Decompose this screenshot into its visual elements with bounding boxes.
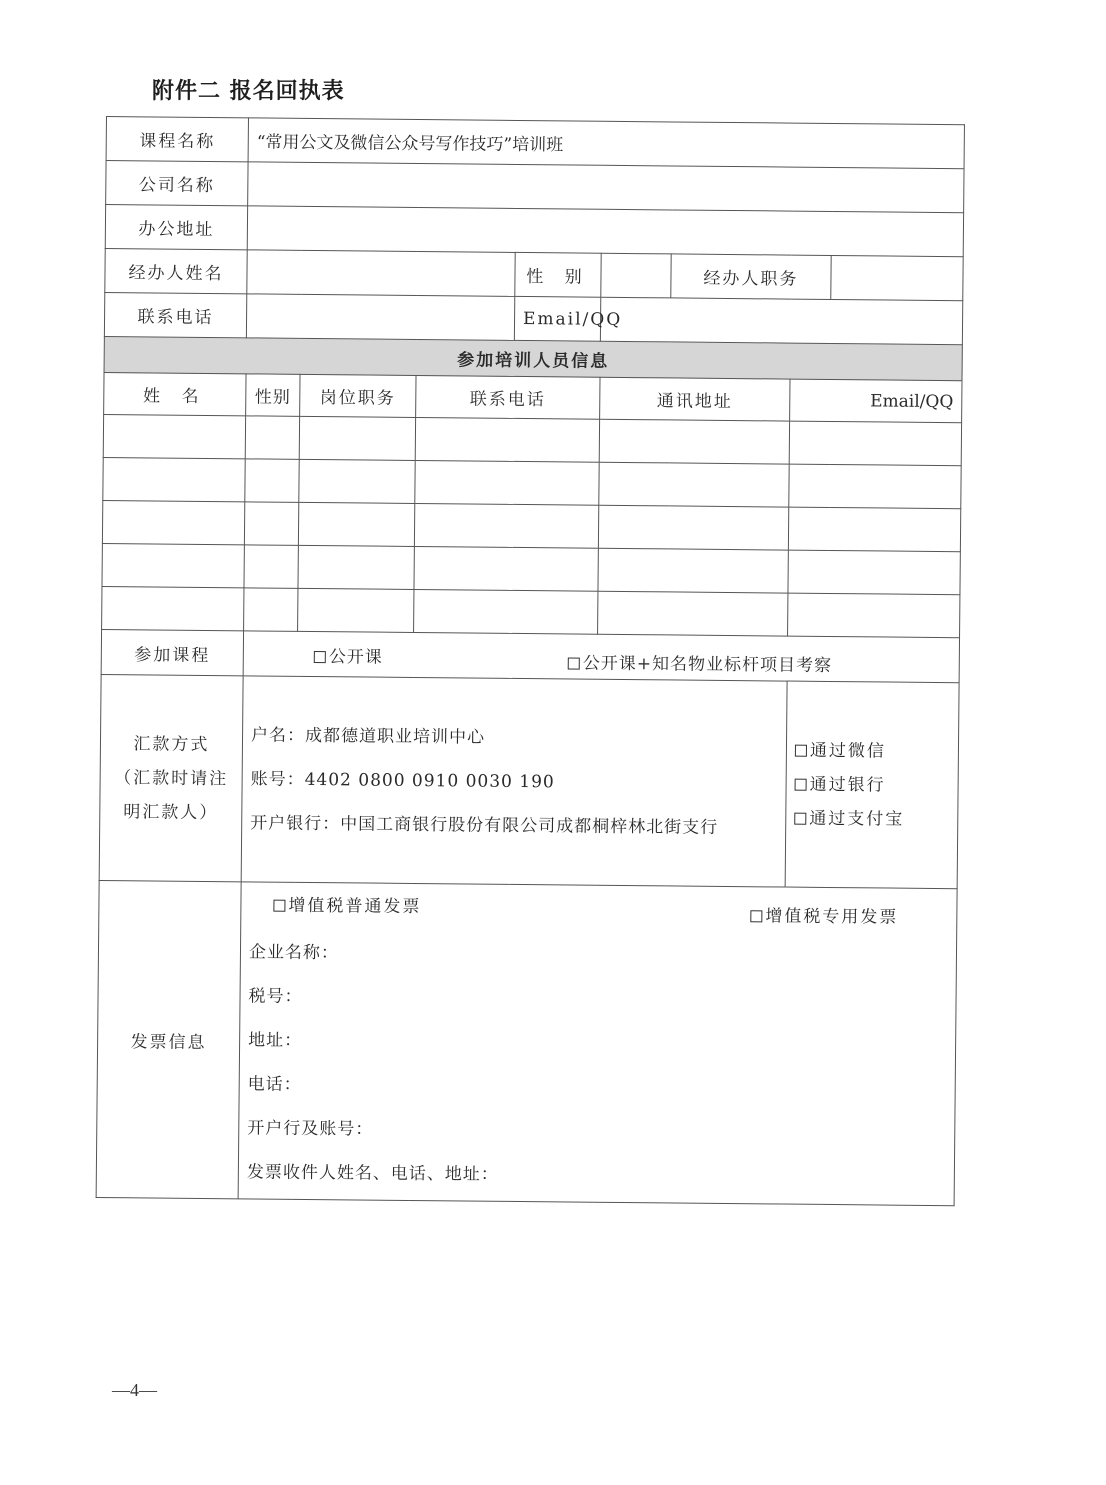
remittance-label: 汇款方式 （汇款时请注 明汇款人） xyxy=(99,674,243,881)
participant-address-cell[interactable] xyxy=(599,419,789,464)
handler-position-field[interactable] xyxy=(831,255,963,300)
page-number: —4— xyxy=(112,1380,157,1400)
participants-section-title: 参加培训人员信息 xyxy=(104,336,962,380)
course-label: 课程名称 xyxy=(106,117,248,162)
remittance-account-info xyxy=(241,676,787,887)
method-bank[interactable]: 通过银行 xyxy=(794,767,949,802)
invoice-phone[interactable]: 电话： xyxy=(247,1074,302,1095)
participant-position-cell[interactable] xyxy=(299,416,415,460)
invoice-normal-option[interactable]: 增值税普通发票 xyxy=(273,891,421,917)
method-wechat[interactable]: 通过微信 xyxy=(795,733,950,768)
invoice-recipient[interactable]: 发票收件人姓名、电话、地址： xyxy=(246,1162,499,1185)
participant-position-cell[interactable] xyxy=(299,459,415,503)
participant-email-cell[interactable] xyxy=(788,507,960,552)
handler-gender-label: 性 别 xyxy=(515,252,601,297)
checkbox-icon[interactable] xyxy=(794,812,806,824)
handler-gender-field[interactable] xyxy=(601,253,671,298)
checkbox-icon[interactable] xyxy=(273,900,285,912)
participant-gender-cell[interactable] xyxy=(244,502,298,546)
participant-email-cell[interactable] xyxy=(788,550,960,595)
phone-label: 联系电话 xyxy=(104,292,246,337)
checkbox-icon[interactable] xyxy=(568,657,580,669)
invoice-row xyxy=(96,880,957,1205)
participant-phone-cell[interactable] xyxy=(414,589,598,634)
handler-position-label: 经办人职务 xyxy=(671,254,831,300)
participant-gender-cell[interactable] xyxy=(245,416,299,460)
participant-email-cell[interactable] xyxy=(789,421,961,466)
participant-name-cell[interactable] xyxy=(103,414,245,458)
invoice-tax-id[interactable]: 税号： xyxy=(248,986,303,1007)
participant-gender-cell[interactable] xyxy=(245,459,299,503)
invoice-special-option[interactable]: 增值税专用发票 xyxy=(750,901,898,927)
participant-address-cell[interactable] xyxy=(599,462,789,507)
participant-email-cell[interactable] xyxy=(789,464,961,509)
registration-table xyxy=(96,116,965,1206)
participant-phone-cell[interactable] xyxy=(414,503,598,548)
checkbox-icon[interactable] xyxy=(795,744,807,756)
invoice-company-name[interactable]: 企业名称： xyxy=(248,942,340,964)
participant-name-cell[interactable] xyxy=(102,500,244,544)
participant-position-cell[interactable] xyxy=(298,502,414,546)
participant-name-cell[interactable] xyxy=(102,586,244,630)
participant-phone-cell[interactable] xyxy=(415,460,599,505)
participant-name-cell[interactable] xyxy=(103,457,245,501)
registration-form xyxy=(96,116,964,1206)
participant-phone-cell[interactable] xyxy=(415,417,599,462)
col-header-address: 通讯地址 xyxy=(600,377,790,421)
open-course-option[interactable]: 公开课 xyxy=(314,642,383,668)
invoice-address[interactable]: 地址： xyxy=(248,1030,303,1051)
account-bank: 开户银行：中国工商银行股份有限公司成都桐梓林北街支行 xyxy=(250,812,719,838)
handler-name-label: 经办人姓名 xyxy=(105,248,247,293)
course-value: “常用公文及微信公众号写作技巧”培训班 xyxy=(248,118,964,169)
method-alipay[interactable]: 通过支付宝 xyxy=(794,801,949,836)
participant-email-cell[interactable] xyxy=(788,593,960,638)
remittance-row xyxy=(99,674,959,888)
col-header-gender: 性别 xyxy=(246,374,300,417)
checkbox-icon[interactable] xyxy=(750,910,762,922)
company-field[interactable] xyxy=(248,162,964,213)
page-title: 附件二 报名回执表 xyxy=(152,79,345,104)
col-header-email: Email/QQ xyxy=(790,379,962,423)
participant-address-cell[interactable] xyxy=(598,548,788,593)
participant-phone-cell[interactable] xyxy=(414,546,598,591)
participant-gender-cell[interactable] xyxy=(244,588,298,632)
participant-address-cell[interactable] xyxy=(598,591,788,636)
invoice-bank-account[interactable]: 开户行及账号： xyxy=(247,1118,374,1140)
address-label: 办公地址 xyxy=(105,205,247,250)
company-label: 公司名称 xyxy=(106,161,248,206)
email-field[interactable] xyxy=(600,297,962,344)
open-course-visit-option[interactable]: 公开课+知名物业标杆项目考察 xyxy=(568,648,832,676)
attend-course-label: 参加课程 xyxy=(101,629,243,675)
participant-position-cell[interactable] xyxy=(298,545,414,589)
participant-position-cell[interactable] xyxy=(298,588,414,632)
participant-gender-cell[interactable] xyxy=(244,545,298,589)
handler-name-field[interactable] xyxy=(247,250,515,297)
account-number: 账号：4402 0800 0910 0030 190 xyxy=(250,768,555,792)
col-header-name: 姓 名 xyxy=(104,372,246,415)
invoice-details xyxy=(238,882,957,1206)
remittance-methods xyxy=(785,681,959,889)
col-header-phone: 联系电话 xyxy=(416,375,600,419)
attend-course-options xyxy=(243,631,959,683)
invoice-label: 发票信息 xyxy=(96,880,241,1198)
account-name: 户名：成都德道职业培训中心 xyxy=(250,724,486,748)
participant-address-cell[interactable] xyxy=(598,505,788,550)
checkbox-icon[interactable] xyxy=(795,778,807,790)
col-header-position: 岗位职务 xyxy=(300,374,416,417)
participant-name-cell[interactable] xyxy=(102,543,244,587)
phone-field[interactable] xyxy=(246,294,514,341)
address-field[interactable] xyxy=(247,206,963,257)
checkbox-icon[interactable] xyxy=(314,651,326,663)
email-label: Email/QQ xyxy=(514,296,600,341)
